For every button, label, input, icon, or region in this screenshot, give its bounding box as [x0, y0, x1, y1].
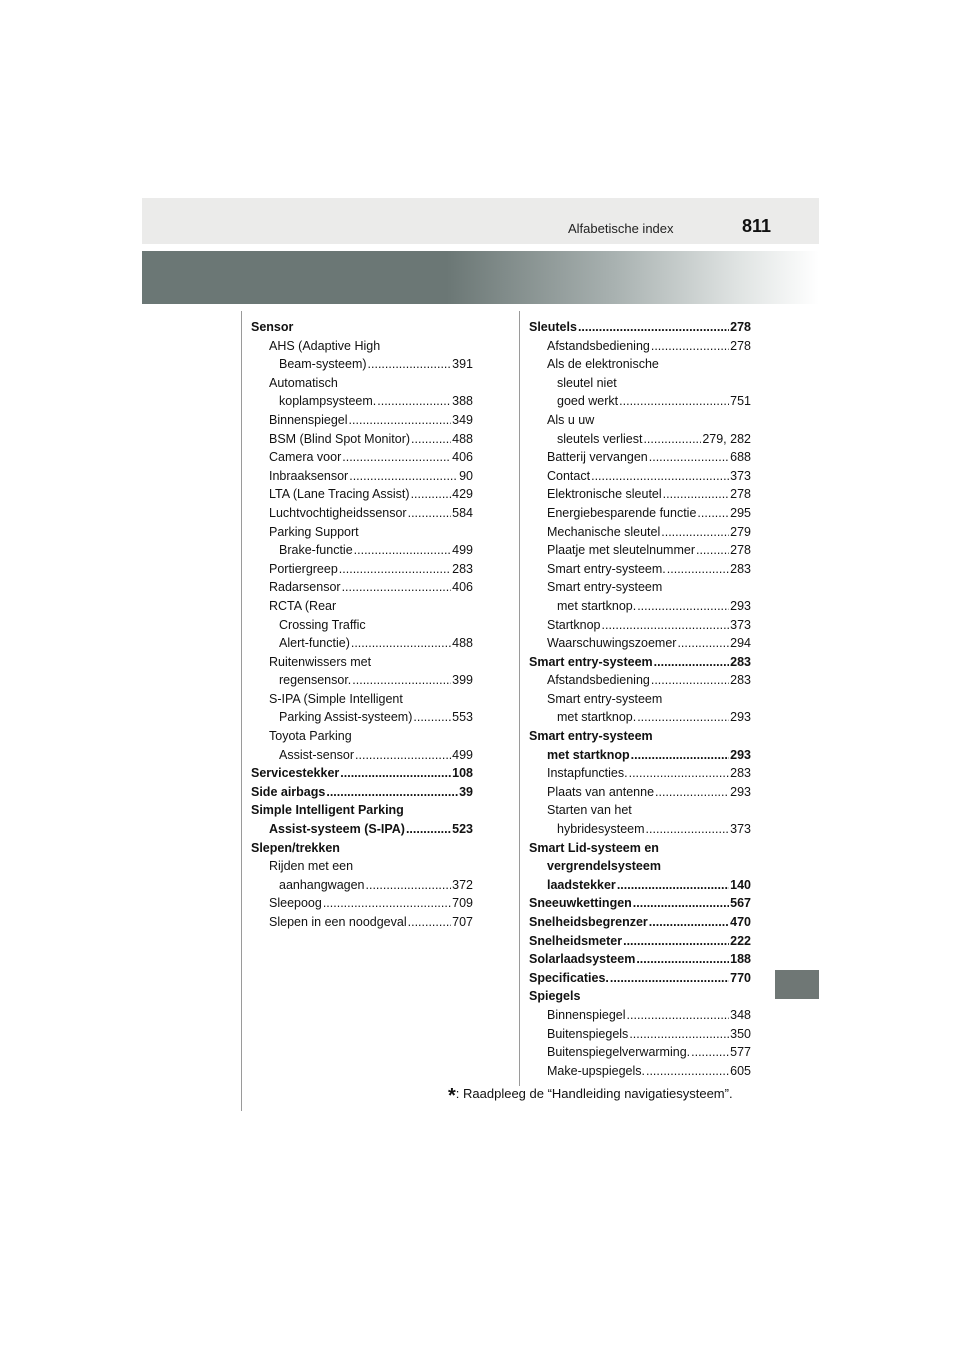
- index-entry-text: Als de elektronische: [547, 357, 659, 372]
- index-entry-text: Radarsensor: [269, 580, 341, 595]
- index-entry: [529, 1006, 751, 1025]
- index-entry-page: 348: [730, 1007, 751, 1022]
- index-entry-text: AHS (Adaptive High: [269, 338, 381, 353]
- dot-leader: [340, 764, 451, 783]
- dot-leader: [366, 876, 452, 895]
- index-entry-text: Smart entry-systeem: [547, 580, 663, 595]
- index-entry: [251, 448, 473, 467]
- index-entry-text: Sleepoog: [269, 896, 322, 911]
- index-entry-page: 373: [730, 822, 751, 837]
- index-entry-page: 294: [730, 636, 751, 651]
- dot-leader: [646, 820, 730, 839]
- index-entry-text: koplampsysteem.: [279, 394, 377, 409]
- dot-leader: [627, 1006, 730, 1025]
- dot-leader: [349, 467, 458, 486]
- dot-leader: [408, 913, 452, 932]
- footnote: [448, 1085, 733, 1108]
- index-entry: [251, 671, 473, 690]
- index-entry-text: Solarlaadsysteem: [529, 952, 636, 967]
- index-entry-text: Smart entry-systeem: [529, 729, 653, 744]
- index-entry-text: Specificaties.: [529, 970, 609, 985]
- index-entry-page: 499: [452, 543, 473, 558]
- index-entry-text: hybridesysteem: [557, 822, 645, 837]
- dot-leader: [411, 485, 452, 504]
- index-entry-text: sleutel niet: [557, 375, 617, 390]
- index-entry: [529, 337, 751, 356]
- index-entry: [529, 932, 751, 951]
- index-entry-text: Snelheidsmeter: [529, 933, 623, 948]
- index-entry: [251, 708, 473, 727]
- index-entry: [251, 616, 473, 635]
- dot-leader: [326, 783, 458, 802]
- index-entry-page: 39: [459, 784, 473, 799]
- index-entry-page: 770: [730, 970, 751, 985]
- index-entry-page: 567: [730, 896, 751, 911]
- index-entry-text: Servicestekker: [251, 766, 340, 781]
- index-entry-page: 577: [730, 1045, 751, 1060]
- index-entry-text: Startknop: [547, 617, 601, 632]
- dot-leader: [697, 504, 729, 523]
- index-entry: [251, 318, 473, 337]
- index-entry-text: Binnenspiegel: [269, 412, 348, 427]
- index-entry-text: Buitenspiegels: [547, 1026, 629, 1041]
- index-entry: [529, 653, 751, 672]
- index-entry: [251, 727, 473, 746]
- index-entry: [529, 764, 751, 783]
- index-entry-text: LTA (Lane Tracing Assist): [269, 487, 410, 502]
- index-entry-page: 295: [730, 505, 751, 520]
- index-entry-text: Ruitenwissers met: [269, 654, 372, 669]
- index-entry: [251, 820, 473, 839]
- dot-leader: [352, 671, 451, 690]
- index-entry-text: Spiegels: [529, 989, 581, 1004]
- index-entry: [529, 634, 751, 653]
- index-entry-text: Waarschuwingszoemer: [547, 636, 677, 651]
- index-entry-page: 707: [452, 915, 473, 929]
- dot-leader: [351, 634, 451, 653]
- index-entry: [529, 392, 751, 411]
- index-entry: [529, 318, 751, 337]
- page-number: 811: [742, 216, 772, 236]
- dot-leader: [342, 578, 452, 597]
- index-entry-text: Toyota Parking: [269, 729, 352, 744]
- left-margin-rule: [241, 311, 242, 1111]
- index-entry-text: S-IPA (Simple Intelligent: [269, 691, 403, 706]
- dot-leader: [691, 1043, 729, 1062]
- index-entry-text: Starten van het: [547, 803, 632, 818]
- index-entry: [529, 671, 751, 690]
- index-entry-page: 349: [452, 412, 473, 427]
- index-entry-page: 108: [452, 766, 473, 781]
- dot-leader: [406, 820, 451, 839]
- dot-leader: [636, 950, 729, 969]
- index-entry-page: 388: [452, 394, 473, 409]
- index-entry-page: 140: [730, 877, 751, 892]
- index-entry-page: 279, 282: [702, 431, 751, 446]
- index-entry-page: 584: [452, 505, 473, 520]
- dot-leader: [651, 337, 729, 356]
- index-entry: [529, 485, 751, 504]
- index-entry: [529, 560, 751, 579]
- index-entry: [529, 616, 751, 635]
- index-entry-text: Snelheidsbegrenzer: [529, 915, 648, 929]
- index-entry: [251, 746, 473, 765]
- index-entry-page: 605: [730, 1063, 751, 1078]
- index-entry-text: Plaats van antenne: [547, 784, 655, 799]
- index-entry-page: 293: [730, 784, 751, 799]
- index-entry: [529, 783, 751, 802]
- dot-leader: [610, 969, 729, 988]
- index-entry-page: 293: [730, 710, 751, 725]
- index-entry: [529, 690, 751, 709]
- dot-leader: [591, 467, 729, 486]
- index-entry-text: Make-upspiegels.: [547, 1063, 645, 1078]
- index-entry: [529, 913, 751, 932]
- index-entry: [251, 541, 473, 560]
- dot-leader: [631, 746, 729, 765]
- index-entry-text: regensensor.: [279, 673, 352, 688]
- index-entry: [529, 708, 751, 727]
- index-entry-text: Beam-systeem): [279, 357, 367, 372]
- chapter-tab: [775, 970, 819, 999]
- index-entry: [529, 430, 751, 449]
- index-entry: [251, 597, 473, 616]
- index-entry: [529, 523, 751, 542]
- index-entry: [529, 746, 751, 765]
- dot-leader: [342, 448, 451, 467]
- index-entry-page: 222: [730, 933, 751, 948]
- index-entry-text: Crossing Traffic: [279, 617, 366, 632]
- index-entry-text: Simple Intelligent Parking: [251, 803, 404, 818]
- index-entry-page: 373: [730, 468, 751, 483]
- dot-leader: [663, 485, 729, 504]
- index-entry-page: 429: [452, 487, 473, 502]
- chapter-band: [142, 251, 819, 304]
- index-entry-page: 523: [452, 822, 473, 837]
- index-entry-text: Portiergreep: [269, 561, 338, 576]
- index-entry-text: Smart entry-systeem: [529, 654, 653, 669]
- dot-leader: [637, 708, 729, 727]
- index-entry: [529, 541, 751, 560]
- index-entry-text: Parking Assist-systeem): [279, 710, 413, 725]
- index-entry: [251, 504, 473, 523]
- index-entry: [251, 634, 473, 653]
- index-entry-text: met startknop: [547, 747, 630, 762]
- index-entry: [251, 690, 473, 709]
- dot-leader: [649, 448, 729, 467]
- index-entry: [529, 411, 751, 430]
- index-entry: [529, 504, 751, 523]
- dot-leader: [637, 597, 729, 616]
- dot-leader: [649, 913, 729, 932]
- index-entry: [251, 653, 473, 672]
- index-entry-page: 406: [452, 580, 473, 595]
- index-entry-page: 283: [730, 561, 751, 576]
- index-entry: [529, 969, 751, 988]
- section-title: Alfabetische index: [568, 221, 674, 236]
- index-entry: [251, 430, 473, 449]
- index-entry: [529, 1025, 751, 1044]
- index-entry-text: Sneeuwkettingen: [529, 896, 632, 911]
- dot-leader: [677, 634, 729, 653]
- index-entry-page: 90: [459, 468, 473, 483]
- index-entry-text: Sensor: [251, 320, 294, 334]
- index-entry-text: vergrendelsysteem: [547, 859, 661, 874]
- index-entry: [251, 894, 473, 913]
- dot-leader: [349, 411, 452, 430]
- index-entry: [529, 578, 751, 597]
- index-entry: [529, 1043, 751, 1062]
- index-entry-text: RCTA (Rear: [269, 598, 337, 613]
- index-entry-page: 278: [730, 320, 751, 334]
- index-entry-text: Sleutels: [529, 320, 577, 334]
- index-entry-text: Smart entry-systeem: [547, 691, 663, 706]
- index-entry-page: 283: [730, 673, 751, 688]
- index-entry-text: Inbraaksensor: [269, 468, 349, 483]
- index-entry-text: Automatisch: [269, 375, 338, 390]
- index-entry-text: met startknop.: [557, 598, 637, 613]
- dot-leader: [355, 746, 451, 765]
- index-entry: [529, 374, 751, 393]
- index-entry-text: Energiebesparende functie: [547, 505, 697, 520]
- dot-leader: [408, 504, 452, 523]
- index-entry: [529, 1062, 751, 1081]
- index-entry: [529, 801, 751, 820]
- index-entry-page: 278: [730, 487, 751, 502]
- index-entry-page: 293: [730, 598, 751, 613]
- dot-leader: [661, 523, 729, 542]
- dot-leader: [655, 783, 729, 802]
- index-entry-page: 391: [452, 357, 473, 372]
- index-entry-text: laadstekker: [547, 877, 616, 892]
- footnote-text: : Raadpleeg de “Handleiding navigatiesysteem”.: [455, 1086, 733, 1101]
- index-entry: [251, 783, 473, 802]
- index-entry: [251, 523, 473, 542]
- dot-leader: [629, 1025, 729, 1044]
- index-entry: [529, 894, 751, 913]
- index-entry: [251, 337, 473, 356]
- index-entry-text: goed werkt: [557, 394, 619, 409]
- index-entry-text: Contact: [547, 468, 591, 483]
- index-entry: [251, 467, 473, 486]
- index-entry-page: 470: [730, 915, 751, 929]
- index-entry: [251, 857, 473, 876]
- index-entry: [529, 448, 751, 467]
- index-entry: [251, 374, 473, 393]
- index-entry-text: Als u uw: [547, 412, 595, 427]
- index-entry-page: 373: [730, 617, 751, 632]
- index-entry-page: 283: [730, 766, 751, 781]
- index-entry-page: 751: [730, 394, 751, 409]
- index-entry-page: 399: [452, 673, 473, 688]
- index-entry-text: Slepen in een noodgeval: [269, 915, 407, 929]
- index-entry: [251, 839, 473, 858]
- index-entry-text: Camera voor: [269, 450, 342, 465]
- dot-leader: [377, 392, 451, 411]
- dot-leader: [617, 876, 729, 895]
- index-entry-text: Instapfuncties.: [547, 766, 628, 781]
- header-bar: [142, 198, 819, 244]
- index-entry-page: 278: [730, 543, 751, 558]
- dot-leader: [413, 708, 451, 727]
- index-entry-text: Buitenspiegelverwarming.: [547, 1045, 691, 1060]
- index-entry-page: 283: [452, 561, 473, 576]
- index-entry-text: Batterij vervangen: [547, 450, 648, 465]
- index-column-right: [529, 318, 751, 1080]
- index-entry: [529, 820, 751, 839]
- index-entry-page: 709: [452, 896, 473, 911]
- index-entry-page: 278: [730, 338, 751, 353]
- index-entry-text: aanhangwagen: [279, 877, 365, 892]
- index-entry-text: Slepen/trekken: [251, 840, 340, 855]
- dot-leader: [646, 1062, 729, 1081]
- index-entry: [529, 467, 751, 486]
- index-entry-text: sleutels verliest: [557, 431, 643, 446]
- index-entry-page: 488: [452, 431, 473, 446]
- dot-leader: [623, 932, 729, 951]
- index-entry-text: Brake-functie: [279, 543, 353, 558]
- index-entry-text: Plaatje met sleutelnummer: [547, 543, 695, 558]
- index-entry: [251, 392, 473, 411]
- index-entry-page: 283: [730, 654, 751, 669]
- index-entry: [529, 839, 751, 858]
- dot-leader: [578, 318, 729, 337]
- index-entry-page: 293: [730, 747, 751, 762]
- index-entry: [529, 950, 751, 969]
- index-entry-text: Assist-sensor: [279, 747, 355, 762]
- index-entry: [251, 801, 473, 820]
- index-entry-page: 350: [730, 1026, 751, 1041]
- dot-leader: [354, 541, 451, 560]
- index-entry: [251, 876, 473, 895]
- index-entry: [529, 597, 751, 616]
- column-divider: [519, 311, 520, 1086]
- index-entry-page: 406: [452, 450, 473, 465]
- dot-leader: [633, 894, 729, 913]
- index-entry-text: Alert-functie): [279, 636, 350, 651]
- index-entry-text: Rijden met een: [269, 859, 354, 874]
- index-entry-text: Side airbags: [251, 784, 326, 799]
- dot-leader: [629, 764, 730, 783]
- index-entry-text: Assist-systeem (S-IPA): [269, 822, 405, 837]
- index-column-left: [251, 318, 473, 932]
- index-entry: [529, 876, 751, 895]
- index-entry: [251, 355, 473, 374]
- index-entry-text: Luchtvochtigheidssensor: [269, 505, 407, 520]
- dot-leader: [619, 392, 729, 411]
- dot-leader: [696, 541, 729, 560]
- index-entry-page: 499: [452, 747, 473, 762]
- index-entry: [251, 485, 473, 504]
- index-entry: [251, 578, 473, 597]
- index-entry-text: Afstandsbediening: [547, 673, 650, 688]
- dot-leader: [667, 560, 729, 579]
- index-entry: [529, 987, 751, 1006]
- index-entry-page: 372: [452, 877, 473, 892]
- index-entry: [529, 355, 751, 374]
- index-entry-text: met startknop.: [557, 710, 637, 725]
- dot-leader: [323, 894, 451, 913]
- index-entry-page: 279: [730, 524, 751, 539]
- dot-leader: [651, 671, 729, 690]
- index-entry: [529, 727, 751, 746]
- index-entry-page: 188: [730, 952, 751, 967]
- index-entry-page: 488: [452, 636, 473, 651]
- index-entry-page: 553: [452, 710, 473, 725]
- index-entry: [251, 913, 473, 932]
- index-entry-text: BSM (Blind Spot Monitor): [269, 431, 411, 446]
- index-entry-text: Parking Support: [269, 524, 359, 539]
- dot-leader: [339, 560, 451, 579]
- index-entry-text: Smart entry-systeem.: [547, 561, 666, 576]
- dot-leader: [368, 355, 452, 374]
- dot-leader: [411, 430, 451, 449]
- dot-leader: [643, 430, 701, 449]
- index-entry-text: Afstandsbediening: [547, 338, 650, 353]
- index-entry-text: Smart Lid-systeem en: [529, 840, 659, 855]
- index-entry-text: Mechanische sleutel: [547, 524, 661, 539]
- index-entry-text: Elektronische sleutel: [547, 487, 662, 502]
- index-entry: [529, 857, 751, 876]
- index-entry-page: 688: [730, 450, 751, 465]
- index-entry: [251, 411, 473, 430]
- dot-leader: [602, 616, 730, 635]
- index-entry-text: Binnenspiegel: [547, 1007, 626, 1022]
- index-entry: [251, 764, 473, 783]
- index-entry: [251, 560, 473, 579]
- dot-leader: [654, 653, 729, 672]
- footnote-marker: *: [448, 1085, 456, 1107]
